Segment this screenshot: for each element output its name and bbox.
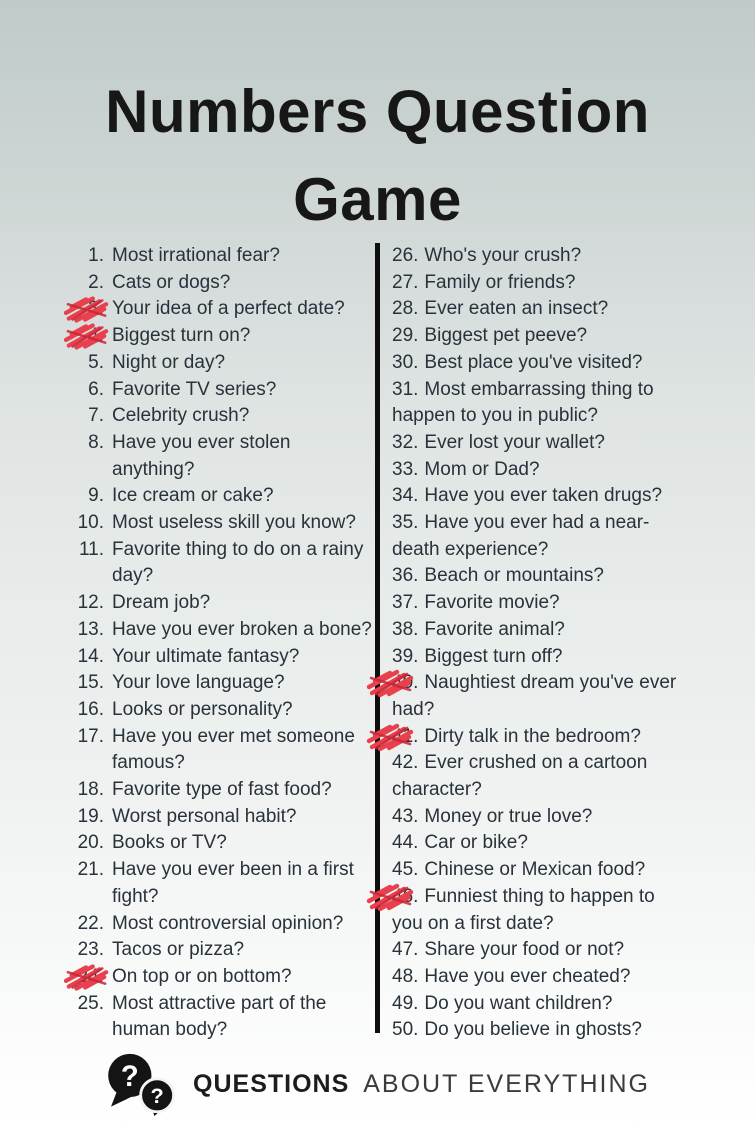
question-text: Dirty talk in the bedroom? — [424, 725, 641, 747]
question-text: Favorite type of fast food? — [112, 779, 332, 801]
question-item — [392, 670, 688, 723]
question-number: 8. — [88, 431, 104, 453]
question-number: 37. — [392, 592, 419, 614]
question-item — [392, 884, 688, 937]
question-text: Mom or Dad? — [424, 458, 540, 480]
question-item — [62, 697, 374, 724]
question-number: 20. — [77, 832, 104, 854]
question-text: Favorite TV series? — [112, 378, 277, 400]
question-item — [62, 830, 374, 857]
question-text: Ever lost your wallet? — [424, 431, 605, 453]
question-number: 32. — [392, 431, 419, 453]
question-text: Looks or personality? — [112, 698, 293, 720]
question-text: Ever eaten an insect? — [424, 298, 609, 320]
question-text: Most embarrassing thing to happen to you in public? — [392, 378, 654, 427]
question-number: 48. — [392, 965, 419, 987]
question-text: Most irrational fear? — [112, 245, 280, 266]
question-text: Naughtiest dream you've ever had? — [392, 672, 677, 720]
question-number: 26. — [392, 245, 419, 266]
page-title-line2: Game — [293, 166, 462, 233]
question-number: 43. — [392, 805, 419, 827]
svg-text:?: ? — [120, 1060, 139, 1093]
question-text: Biggest turn off? — [424, 645, 563, 667]
question-number: 3. — [88, 298, 104, 320]
question-number: 12. — [77, 592, 104, 614]
question-item — [62, 403, 374, 430]
question-number: 15. — [77, 672, 104, 694]
question-item — [392, 243, 688, 270]
question-text: Favorite animal? — [424, 618, 565, 640]
question-item — [62, 911, 374, 938]
question-text: Have you ever cheated? — [424, 965, 631, 987]
question-number: 14. — [77, 645, 104, 667]
question-item — [392, 964, 688, 991]
question-text: Have you ever been in a first fight? — [112, 859, 354, 907]
question-item — [392, 270, 688, 297]
brand-name-bold: QUESTIONS — [193, 1069, 350, 1098]
question-item — [62, 724, 374, 777]
question-number: 22. — [77, 912, 104, 934]
page-title-line1: Numbers Question — [105, 78, 650, 145]
question-column-right — [392, 243, 688, 1044]
question-number: 45. — [392, 859, 419, 881]
question-number: 23. — [77, 939, 104, 961]
question-number: 5. — [88, 351, 104, 373]
question-number: 47. — [392, 939, 419, 961]
question-number: 41. — [392, 725, 419, 747]
question-number: 42. — [392, 752, 419, 774]
question-text: Have you ever met someone famous? — [112, 725, 355, 774]
question-text: Worst personal habit? — [112, 805, 297, 827]
svg-text:?: ? — [150, 1082, 164, 1108]
question-item — [392, 483, 688, 510]
question-text: Have you ever taken drugs? — [424, 485, 663, 507]
question-item — [392, 510, 688, 563]
question-item — [392, 377, 688, 430]
question-item — [62, 323, 374, 350]
question-item — [392, 1017, 688, 1044]
question-item — [62, 377, 374, 404]
question-text: Celebrity crush? — [112, 405, 250, 427]
question-number: 39. — [392, 645, 419, 667]
question-text: Chinese or Mexican food? — [424, 859, 646, 881]
question-number: 28. — [392, 298, 419, 320]
question-text: Ever crushed on a cartoon character? — [392, 752, 648, 801]
question-number: 44. — [392, 832, 419, 854]
question-number: 50. — [392, 1019, 419, 1041]
question-item — [392, 804, 688, 831]
question-text: Dream job? — [112, 592, 211, 614]
question-text: Tacos or pizza? — [112, 939, 245, 961]
question-text: Have you ever had a near-death experience? — [392, 512, 650, 560]
question-number: 35. — [392, 512, 419, 534]
question-item — [62, 777, 374, 804]
question-item — [392, 617, 688, 644]
question-item — [62, 243, 374, 270]
question-number: 10. — [77, 512, 104, 534]
question-number: 49. — [392, 992, 419, 1014]
question-item — [62, 537, 374, 590]
question-text: Night or day? — [112, 351, 226, 373]
brand-wordmark — [193, 1070, 650, 1099]
question-number: 17. — [77, 725, 104, 747]
question-text: Your ultimate fantasy? — [112, 645, 300, 667]
question-number: 29. — [392, 325, 419, 347]
question-text: Most controversial opinion? — [112, 912, 344, 934]
question-text: Books or TV? — [112, 832, 227, 854]
page-title — [0, 68, 755, 244]
question-column-left — [62, 243, 374, 1044]
question-item — [392, 724, 688, 751]
question-number: 11. — [78, 538, 104, 560]
question-text: Favorite thing to do on a rainy day? — [112, 538, 364, 587]
column-divider-rule — [375, 243, 380, 1033]
question-number: 7. — [88, 405, 104, 427]
question-item — [392, 430, 688, 457]
question-list — [0, 243, 755, 1043]
question-item — [392, 323, 688, 350]
question-number: 33. — [392, 458, 419, 480]
question-text: Family or friends? — [424, 271, 576, 293]
question-item — [62, 617, 374, 644]
question-item — [62, 350, 374, 377]
question-number: 6. — [88, 378, 104, 400]
question-text: Most useless skill you know? — [112, 512, 356, 534]
question-text: Money or true love? — [424, 805, 593, 827]
question-item — [392, 350, 688, 377]
question-number: 31. — [392, 378, 419, 400]
question-text: Car or bike? — [424, 832, 528, 854]
question-text: Most attractive part of the human body? — [112, 992, 327, 1041]
question-number: 13. — [77, 618, 104, 640]
question-text: Do you want children? — [424, 992, 613, 1014]
question-number: 25. — [77, 992, 104, 1014]
brand-name-light: ABOUT EVERYTHING — [363, 1069, 650, 1098]
question-number: 24. — [77, 965, 104, 987]
question-text: Have you ever broken a bone? — [112, 618, 372, 640]
question-text: On top or on bottom? — [112, 965, 292, 987]
question-item — [392, 563, 688, 590]
question-number: 4. — [88, 325, 104, 347]
question-text: Your love language? — [112, 672, 285, 694]
question-item — [62, 857, 374, 910]
question-speech-bubbles-logo-icon — [105, 1052, 181, 1116]
question-number: 2. — [88, 271, 104, 293]
question-text: Have you ever stolen anything? — [112, 431, 291, 480]
question-text: Beach or mountains? — [424, 565, 604, 587]
question-text: Your idea of a perfect date? — [112, 298, 345, 320]
question-text: Who's your crush? — [424, 245, 582, 266]
question-number: 16. — [77, 698, 104, 720]
question-number: 27. — [392, 271, 419, 293]
question-text: Ice cream or cake? — [112, 485, 274, 507]
question-text: Favorite movie? — [424, 592, 560, 614]
question-number: 18. — [77, 779, 104, 801]
question-item — [392, 937, 688, 964]
question-item — [62, 804, 374, 831]
question-number: 36. — [392, 565, 419, 587]
question-item — [392, 857, 688, 884]
question-number: 46. — [392, 885, 419, 907]
question-number: 40. — [392, 672, 419, 694]
question-item — [392, 590, 688, 617]
question-number: 34. — [392, 485, 419, 507]
brand-footer — [0, 1052, 755, 1116]
question-number: 38. — [392, 618, 419, 640]
question-item — [392, 991, 688, 1018]
question-text: Cats or dogs? — [112, 271, 231, 293]
question-item — [62, 296, 374, 323]
question-number: 1. — [88, 245, 104, 266]
question-item — [392, 830, 688, 857]
question-item — [62, 483, 374, 510]
question-item — [62, 430, 374, 483]
question-text: Do you believe in ghosts? — [424, 1019, 643, 1041]
question-number: 9. — [88, 485, 104, 507]
question-item — [392, 296, 688, 323]
question-item — [62, 670, 374, 697]
question-item — [62, 964, 374, 991]
question-text: Biggest pet peeve? — [424, 325, 588, 347]
question-item — [392, 750, 688, 803]
question-item — [392, 457, 688, 484]
question-text: Funniest thing to happen to you on a first date? — [392, 885, 655, 934]
question-item — [62, 937, 374, 964]
question-item — [62, 590, 374, 617]
question-text: Best place you've visited? — [424, 351, 643, 373]
question-number: 30. — [392, 351, 419, 373]
question-number: 21. — [77, 859, 104, 881]
question-text: Share your food or not? — [424, 939, 625, 961]
question-item — [392, 644, 688, 671]
question-item — [62, 510, 374, 537]
question-item — [62, 270, 374, 297]
question-item — [62, 991, 374, 1044]
question-text: Biggest turn on? — [112, 325, 251, 347]
question-item — [62, 644, 374, 671]
question-number: 19. — [77, 805, 104, 827]
